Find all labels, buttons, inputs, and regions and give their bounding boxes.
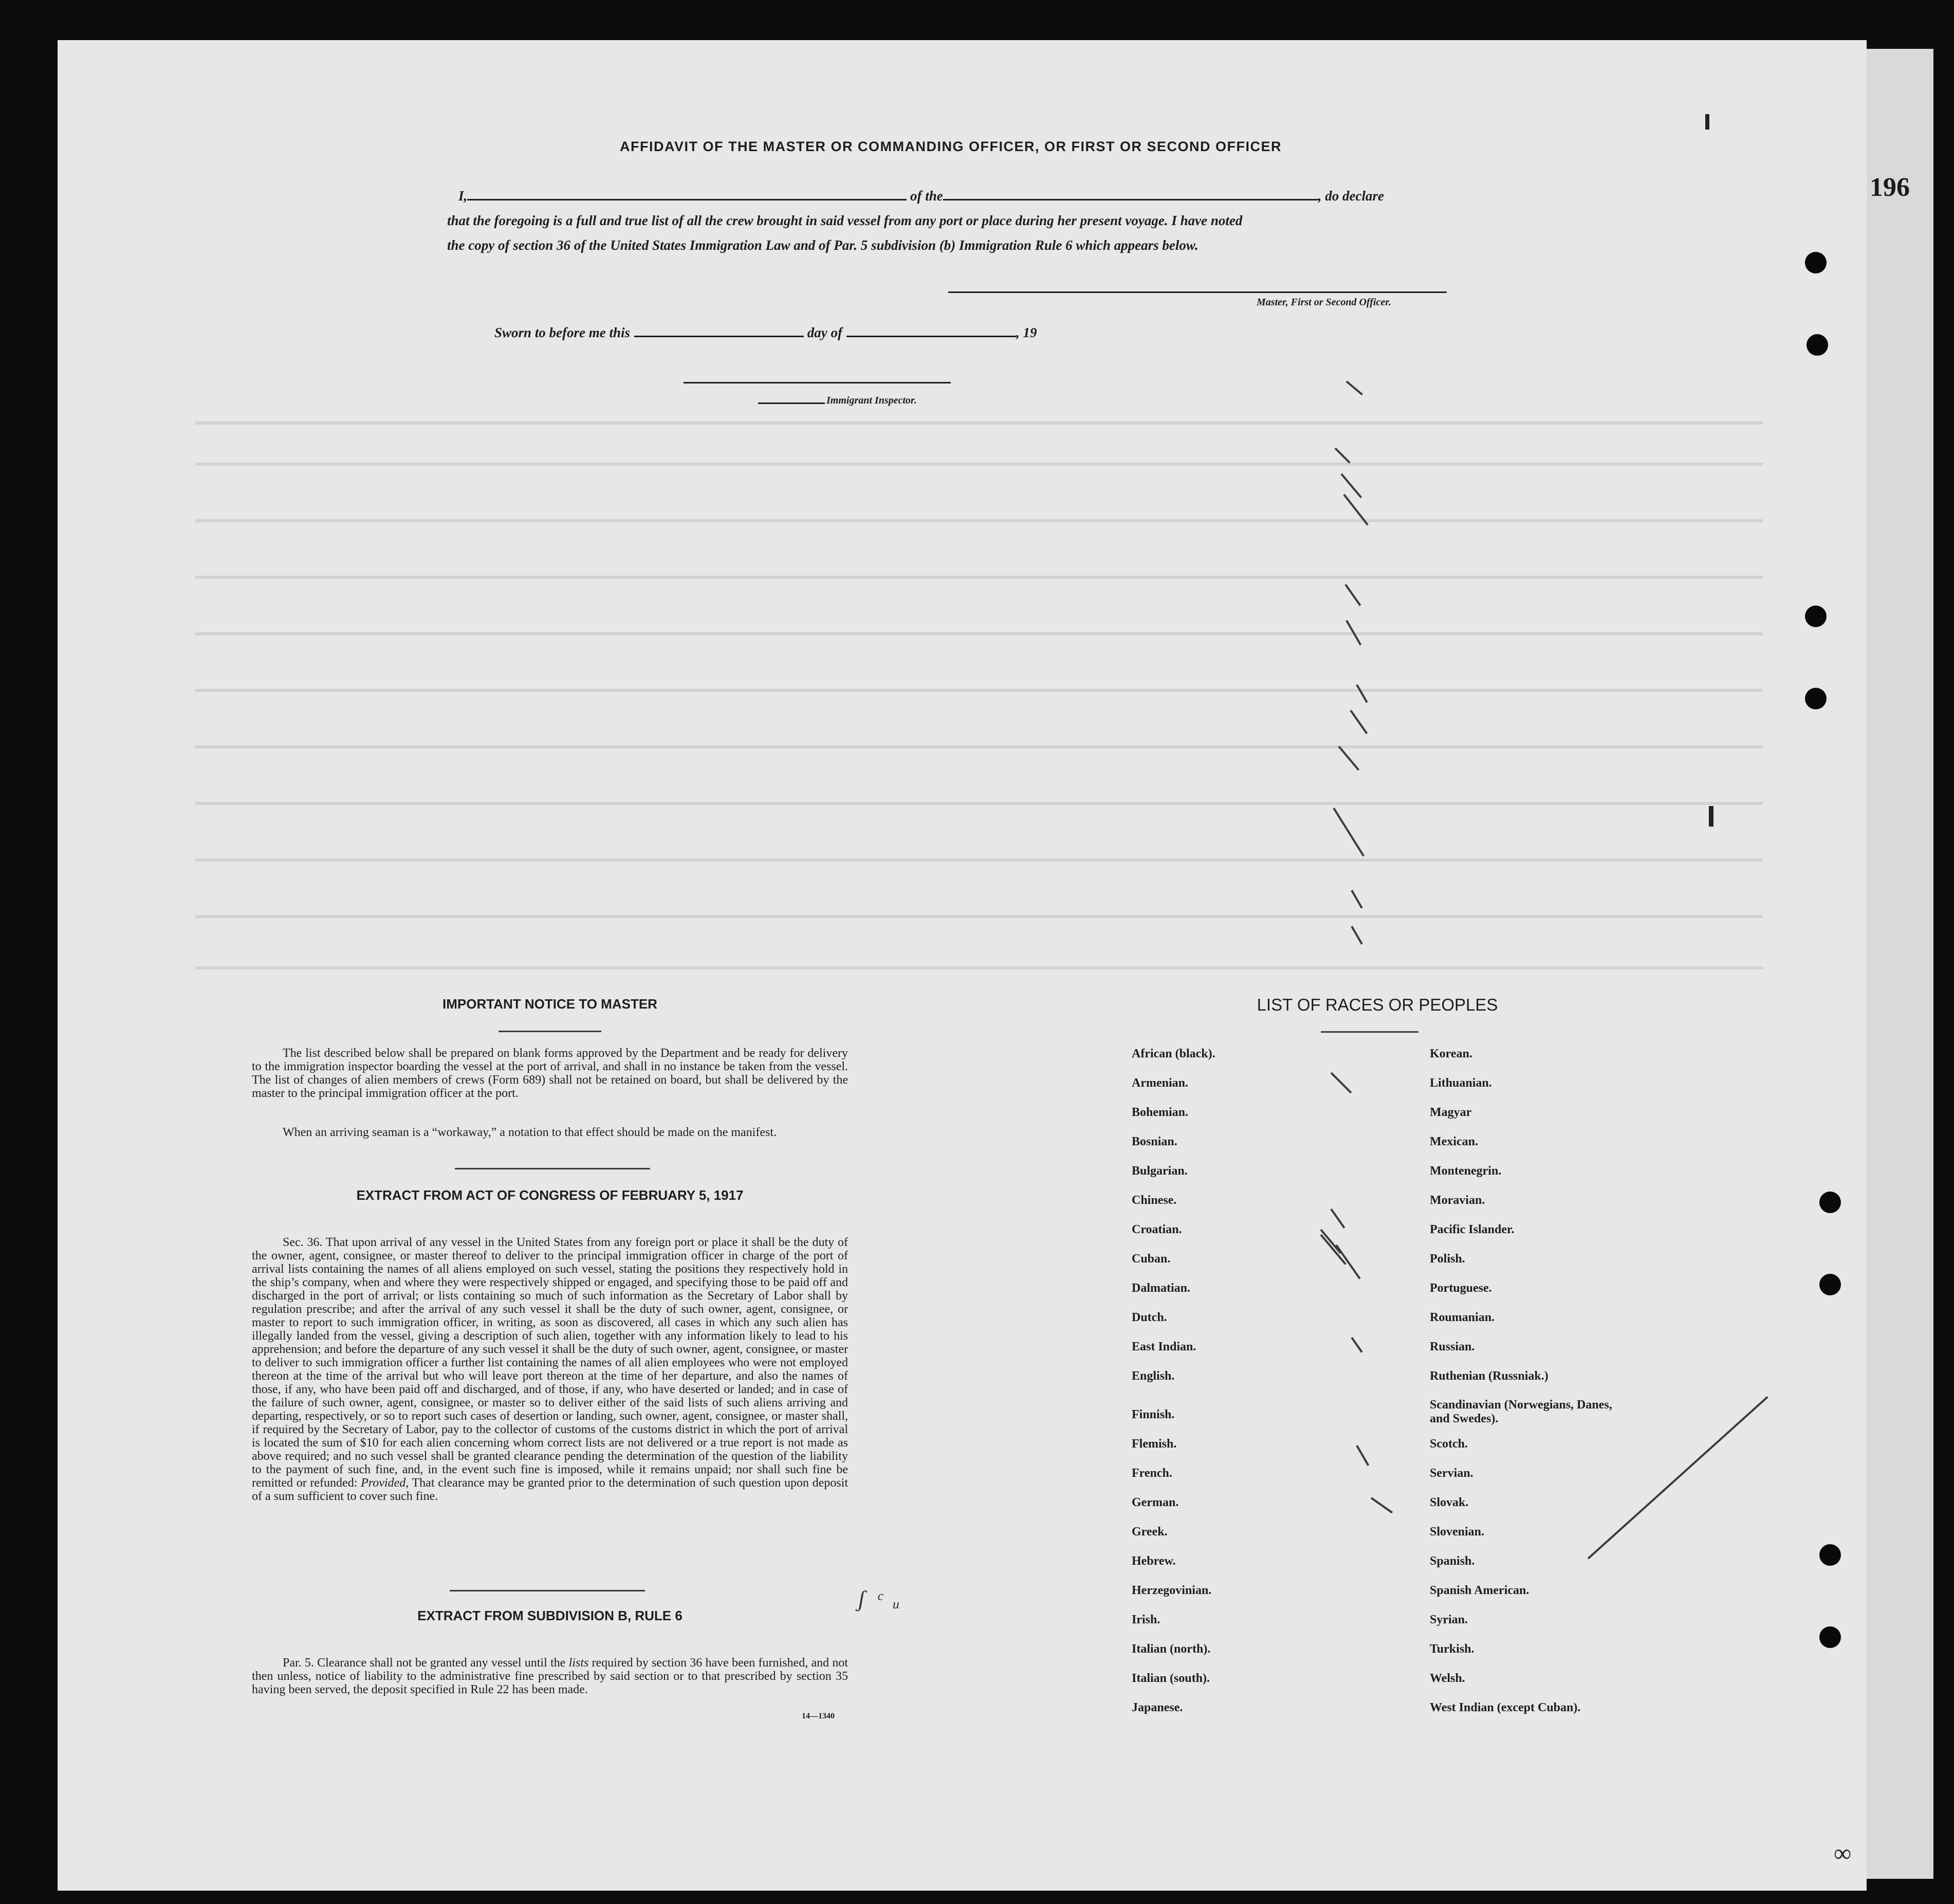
bleed-through-line <box>195 802 1763 805</box>
vessel-name-blank[interactable] <box>943 199 1318 200</box>
punch-hole-icon <box>1819 1192 1841 1213</box>
rule-text-after: required by section 36 have been furnished, and not then unless, notice of liability to the administrative fine prescribed by said section or to that prescribed by section 35 having been served, the deposit specified in Rule 22 has been made. <box>252 1656 849 1696</box>
race-item: Dalmatian. <box>1132 1281 1190 1295</box>
punch-hole-icon <box>1805 688 1827 709</box>
section-36-text <box>252 1236 848 1503</box>
race-item: West Indian (except Cuban). <box>1430 1701 1581 1714</box>
inspector-signature-line[interactable] <box>684 382 951 383</box>
bleed-through-line <box>195 632 1763 635</box>
race-item: Japanese. <box>1132 1701 1183 1714</box>
act-divider <box>450 1590 645 1591</box>
rule-lists-word: lists <box>568 1656 589 1670</box>
race-item: Syrian. <box>1430 1613 1468 1626</box>
race-item: Magyar <box>1430 1106 1472 1119</box>
rule-text-before: Par. 5. Clearance shall not be granted any vessel until the <box>283 1656 566 1670</box>
race-item: Bulgarian. <box>1132 1164 1188 1178</box>
provided-label: Provided, <box>361 1476 409 1490</box>
affidavit-do-declare: , do declare <box>1318 188 1384 204</box>
race-item: Flemish. <box>1132 1437 1177 1451</box>
race-item: African (black). <box>1132 1047 1215 1060</box>
race-item: Bohemian. <box>1132 1106 1189 1119</box>
race-item: Spanish. <box>1430 1554 1475 1568</box>
bleed-through-line <box>195 745 1763 748</box>
bleed-through-line <box>195 463 1763 466</box>
rule-paragraph <box>252 1656 848 1696</box>
race-item: Hebrew. <box>1132 1554 1176 1568</box>
sworn-day-blank[interactable] <box>634 336 804 337</box>
race-item: Korean. <box>1430 1047 1472 1060</box>
bleed-through-line <box>195 576 1763 579</box>
race-item: Lithuanian. <box>1430 1076 1492 1090</box>
race-item: Greek. <box>1132 1525 1168 1539</box>
race-item: Armenian. <box>1132 1076 1188 1090</box>
inspector-caption-line <box>758 402 825 404</box>
race-item: Turkish. <box>1430 1642 1474 1656</box>
race-item: Croatian. <box>1132 1223 1182 1236</box>
race-item: Irish. <box>1132 1613 1160 1626</box>
race-item: Russian. <box>1430 1340 1475 1353</box>
form-number: 14—1340 <box>802 1712 835 1720</box>
race-item: Spanish American. <box>1430 1584 1529 1597</box>
page-number: 196 <box>1870 173 1910 202</box>
back-page-strip <box>1867 49 1933 1879</box>
race-item: Cuban. <box>1132 1252 1171 1266</box>
punch-hole-icon <box>1819 1274 1841 1295</box>
affidavit-i: I, <box>458 188 468 204</box>
notice-paragraph-2: When an arriving seaman is a “workaway,” a notation to that effect should be made on the manifest. <box>283 1126 777 1139</box>
race-item: Bosnian. <box>1132 1135 1177 1148</box>
race-item: French. <box>1132 1467 1172 1480</box>
affidavit-line-3: the copy of section 36 of the United States Immigration Law and of Par. 5 subdivision (b) Immigration Rule 6 which appears below. <box>447 237 1199 253</box>
race-item: Pacific Islander. <box>1430 1223 1515 1236</box>
officer-name-blank[interactable] <box>467 199 907 200</box>
race-item: Scandinavian (Norwegians, Danes, and Swedes). <box>1430 1398 1612 1425</box>
race-item: Slovak. <box>1430 1496 1469 1509</box>
punch-hole-icon <box>1806 334 1828 356</box>
race-item: German. <box>1132 1496 1179 1509</box>
ink-mark <box>1709 806 1713 827</box>
race-item: Ruthenian (Russniak.) <box>1430 1369 1549 1383</box>
bleed-through-line <box>195 689 1763 692</box>
race-item: East Indian. <box>1132 1340 1196 1353</box>
master-caption: Master, First or Second Officer. <box>1257 297 1391 308</box>
sworn-month-blank[interactable] <box>846 336 1016 337</box>
race-item: Polish. <box>1430 1252 1465 1266</box>
master-signature-line[interactable] <box>948 291 1447 293</box>
affidavit-of-the: of the <box>910 188 943 204</box>
bleed-through-line <box>195 966 1763 969</box>
sworn-year: , 19 <box>1016 325 1037 340</box>
sworn-day-of: day of <box>807 325 843 340</box>
bleed-through-line <box>195 519 1763 522</box>
punch-hole-icon <box>1805 252 1827 273</box>
races-left-column <box>1132 1047 1215 1730</box>
races-heading-rule <box>1321 1031 1418 1033</box>
section-36-label: Sec. 36. <box>283 1236 323 1249</box>
affidavit-title: AFFIDAVIT OF THE MASTER OR COMMANDING OFFICER, OR FIRST OR SECOND OFFICER <box>620 139 1282 154</box>
extract-act-heading: EXTRACT FROM ACT OF CONGRESS OF FEBRUARY 5, 1917 <box>356 1187 744 1203</box>
handwritten-mark: ʃ ᶜ ᵤ <box>858 1586 900 1612</box>
race-item: Portuguese. <box>1430 1281 1492 1295</box>
affidavit-declaration-line <box>447 188 1449 204</box>
notice-heading: IMPORTANT NOTICE TO MASTER <box>443 996 657 1012</box>
notice-divider <box>455 1168 650 1169</box>
race-item: Roumanian. <box>1430 1311 1495 1324</box>
race-item: Montenegrin. <box>1430 1164 1502 1178</box>
race-item: Finnish. <box>1132 1408 1175 1421</box>
race-item: Mexican. <box>1430 1135 1478 1148</box>
inspector-caption: Immigrant Inspector. <box>826 395 917 406</box>
race-item: Moravian. <box>1430 1194 1485 1207</box>
race-item: Dutch. <box>1132 1311 1167 1324</box>
race-item: Welsh. <box>1430 1672 1465 1685</box>
race-item: Servian. <box>1430 1467 1473 1480</box>
punch-hole-icon <box>1819 1544 1841 1566</box>
provided-text: That clearance may be granted prior to the determination of such question upon deposit of a sum sufficient to cover such fine. <box>252 1476 849 1503</box>
race-item: Scotch. <box>1430 1437 1468 1451</box>
section-36-body: That upon arrival of any vessel in the United States from any foreign port or place it shall be the duty of the owner, agent, consignee, or master thereof to deliver to the principal immigration officer in charge of the port of arrival lists containing the names of all aliens employed on such vessel, stating the positions they respectively hold in the ship’s company, when and where they were respectively shipped or engaged, and specifying those to be paid off and discharged in the port of arrival; or lists containing so much of such information as the Secretary of Labor shall by regulation prescribe; and after the arrival of any such vessel it shall be the duty of such owner, agent, consignee, or master to report to such immigration officer, in writing, as soon as discovered, all cases in which any such alien has illegally landed from the vessel, giving a description of such alien, together with any information likely to lead to his apprehension; and before the departure of any such vessel it shall be the duty of such owner, agent, consignee, or master to deliver to such immigration officer a further list containing the names of all alien employees who were not employed thereon at the time of the arrival but who will leave port thereon at the time of her departure, and also the names of those, if any, who have been paid off and discharged, and of those, if any, who have deserted or landed; and in case of the failure of such owner, agent, consignee, or master so to deliver either of the said lists of such aliens arriving and departing, respectively, or so to report such cases of desertion or landing, such owner, agent, consignee, or master shall, if required by the Secretary of Labor, pay to the collector of customs of the customs district in which the port of arrival is located the sum of $10 for each alien concerning whom correct lists are not delivered or a true report is not made as above required; and no such vessel shall be granted clearance pending the determination of the question of the liability to the payment of such fine, and, in the event such fine is imposed, while it remains unpaid; nor shall such fine be remitted or refunded: <box>252 1236 848 1490</box>
sworn-line <box>494 325 1497 341</box>
bleed-through-line <box>195 422 1763 425</box>
bleed-through-line <box>195 915 1763 918</box>
races-heading: LIST OF RACES OR PEOPLES <box>1257 995 1498 1014</box>
notice-heading-rule <box>499 1031 601 1032</box>
race-item: Chinese. <box>1132 1194 1177 1207</box>
race-item: Slovenian. <box>1430 1525 1485 1539</box>
race-item: Italian (south). <box>1132 1672 1210 1685</box>
extract-rule-heading: EXTRACT FROM SUBDIVISION B, RULE 6 <box>417 1608 683 1623</box>
bleed-through-line <box>195 858 1763 862</box>
races-right-column <box>1430 1047 1620 1730</box>
race-item: English. <box>1132 1369 1175 1383</box>
race-item: Herzegovinian. <box>1132 1584 1212 1597</box>
punch-hole-icon <box>1819 1626 1841 1648</box>
infinity-mark-icon: ∞ <box>1834 1840 1852 1867</box>
punch-hole-icon <box>1805 606 1827 627</box>
race-item: Italian (north). <box>1132 1642 1211 1656</box>
affidavit-line-2: that the foregoing is a full and true list of all the crew brought in said vessel from any port or place during her present voyage. I have noted <box>447 213 1243 228</box>
sworn-text: Sworn to before me this <box>494 325 631 340</box>
ink-mark <box>1705 114 1709 130</box>
notice-paragraph-1: The list described below shall be prepared on blank forms approved by the Department and be ready for delivery to the immigration inspector boarding the vessel at the port of arrival, and shall in no instance be taken from the vessel. The list of changes of alien members of crews (Form 689) shall not be retained on board, but shall be delivered by the master to the principal immigration officer at the port. <box>252 1047 848 1100</box>
